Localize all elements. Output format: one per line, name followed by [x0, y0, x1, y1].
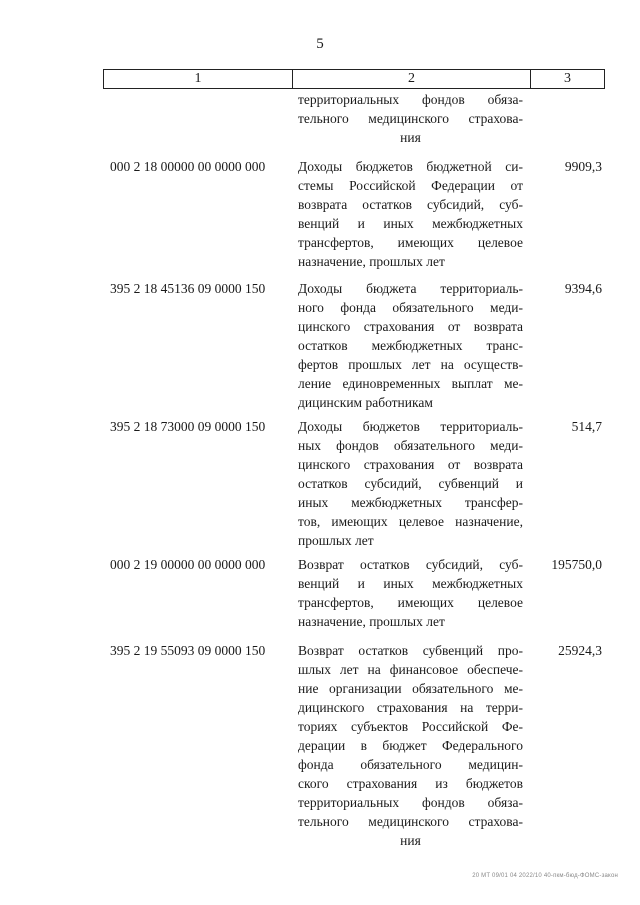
row-description: [298, 279, 523, 412]
description-line: ного фонда обязательного меди-: [298, 300, 523, 315]
footer-stamp: 20 МТ 09/01 04 2022/10 40-пкм-бюд-ФОМС-закон: [472, 873, 618, 879]
row-amount: 9394,6: [564, 281, 602, 296]
budget-code: 000 2 19 00000 00 0000 000: [110, 557, 266, 572]
description-line: венций и иных межбюджетных: [298, 216, 523, 231]
description-line: шлых лет на финансовое обеспече-: [298, 662, 523, 677]
description-line: иных межбюджетных трансфер-: [298, 495, 523, 510]
description-line: дицинского страхования на терри-: [298, 700, 523, 715]
description-line: ние организации обязательного ме-: [298, 681, 523, 696]
description-line: ния: [400, 833, 421, 848]
description-line: венций и иных межбюджетных: [298, 576, 523, 591]
description-line: ных фондов обязательного меди-: [298, 438, 523, 453]
header-col-3: 3: [564, 71, 571, 86]
description-line: назначение, прошлых лет: [298, 254, 445, 269]
row-description: [298, 417, 523, 550]
description-line: трансфертов, имеющих целевое: [298, 235, 523, 250]
continuation-line: ния: [400, 130, 421, 145]
budget-code: 000 2 18 00000 00 0000 000: [110, 159, 266, 174]
header-col-1: 1: [104, 70, 293, 88]
header-col-2: 2: [293, 70, 531, 88]
description-line: остатков межбюджетных транс-: [298, 338, 523, 353]
page-number: 5: [316, 36, 324, 52]
description-line: тов, имеющих целевое назначение,: [298, 514, 523, 529]
description-line: Возврат остатков субсидий, суб-: [298, 557, 523, 572]
description-line: Доходы бюджетов бюджетной си-: [298, 159, 523, 174]
row-amount: 9909,3: [564, 159, 602, 174]
row-amount: 514,7: [571, 419, 602, 434]
budget-code: 395 2 19 55093 09 0000 150: [110, 643, 266, 658]
description-line: Доходы бюджета территориаль-: [298, 281, 523, 296]
continuation-line: тельного медицинского страхова-: [298, 111, 523, 126]
description-line: фонда обязательного медицин-: [298, 757, 523, 772]
description-line: фертов прошлых лет на осуществ-: [298, 357, 523, 372]
description-line: дицинским работникам: [298, 395, 433, 410]
continuation-line: территориальных фондов обяза-: [298, 92, 523, 107]
description-line: прошлых лет: [298, 533, 374, 548]
description-line: ского страхования из бюджетов: [298, 776, 523, 791]
row-amount: 25924,3: [558, 643, 602, 658]
budget-code: 395 2 18 45136 09 0000 150: [110, 281, 266, 296]
table-header: [103, 69, 605, 89]
description-line: трансфертов, имеющих целевое: [298, 595, 523, 610]
row-description: [298, 555, 523, 631]
description-line: дерации в бюджет Федерального: [298, 738, 523, 753]
description-line: стемы Российской Федерации от: [298, 178, 523, 193]
description-line: Возврат остатков субвенций про-: [298, 643, 523, 658]
description-line: назначение, прошлых лет: [298, 614, 445, 629]
description-line: Доходы бюджетов территориаль-: [298, 419, 523, 434]
continuation-text: [298, 90, 523, 147]
description-line: территориальных фондов обяза-: [298, 795, 523, 810]
row-amount: 195750,0: [551, 557, 602, 572]
row-description: [298, 641, 523, 850]
description-line: ториях субъектов Российской Фе-: [298, 719, 523, 734]
description-line: цинского страхования от возврата: [298, 457, 523, 472]
description-line: цинского страхования от возврата: [298, 319, 523, 334]
description-line: ление единовременных выплат ме-: [298, 376, 523, 391]
description-line: тельного медицинского страхова-: [298, 814, 523, 829]
description-line: возврата остатков субсидий, суб-: [298, 197, 523, 212]
row-description: [298, 157, 523, 271]
description-line: остатков субсидий, субвенций и: [298, 476, 523, 491]
budget-code: 395 2 18 73000 09 0000 150: [110, 419, 266, 434]
